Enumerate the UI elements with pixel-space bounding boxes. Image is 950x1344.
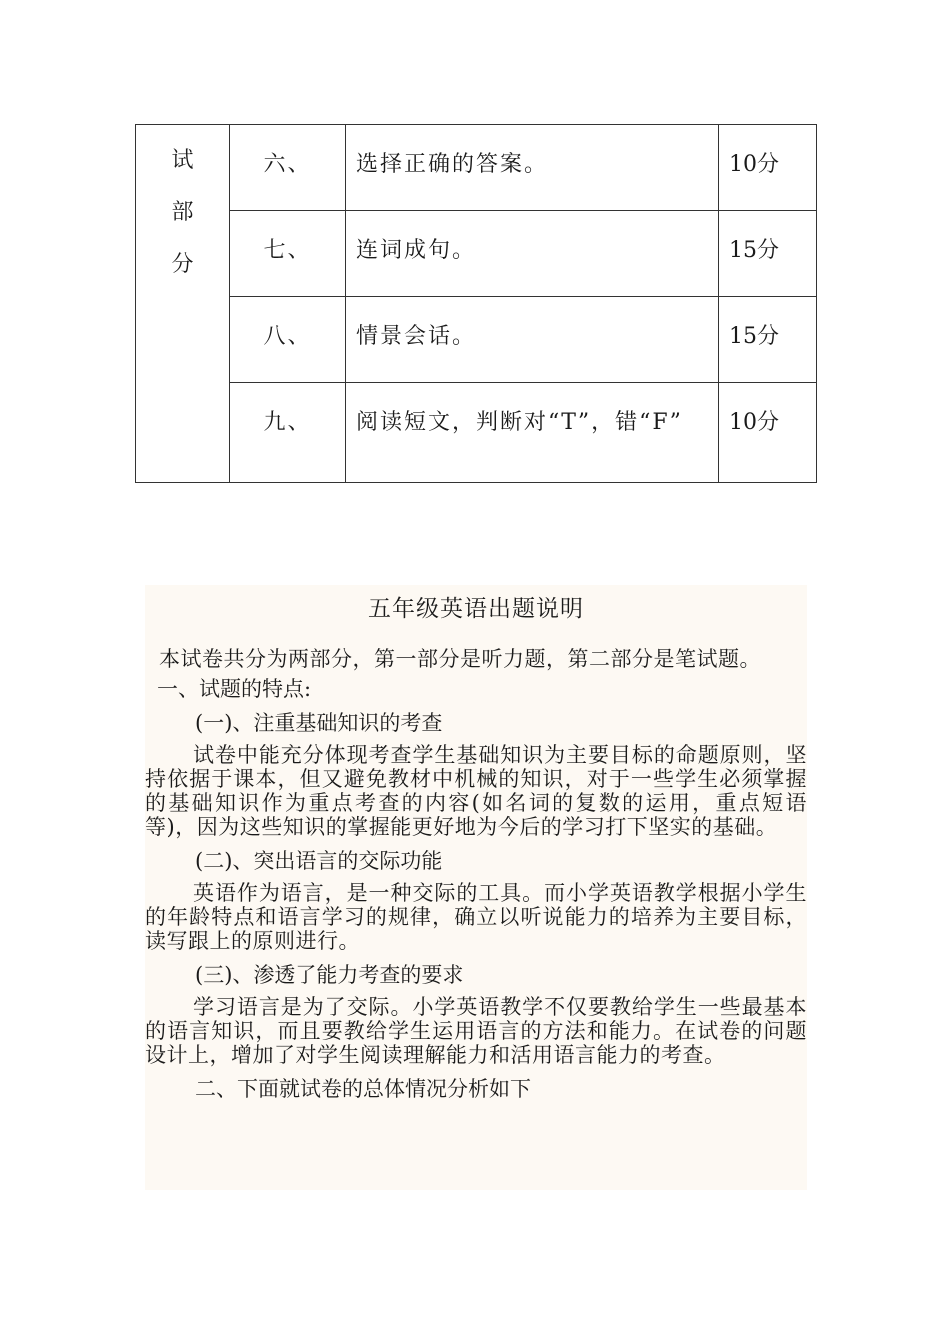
question-score: 10分: [719, 383, 817, 483]
question-number: 八、: [230, 297, 346, 383]
exam-notes: [145, 585, 807, 1190]
question-number: 六、: [230, 125, 346, 211]
notes-intro: 本试卷共分为两部分，第一部分是听力题，第二部分是笔试题。: [159, 647, 761, 671]
subsection-body: 学习语言是为了交际。小学英语教学不仅要教给学生一些最基本的语言知识，而且要教给学生运用语言的方法和能力。在试卷的问题设计上，增加了对学生阅读理解能力和活用语言能力的考查。: [145, 995, 807, 1067]
question-description: 阅读短文，判断对“T”，错“F”: [346, 383, 719, 483]
table-row: [136, 383, 817, 483]
question-score: 10分: [719, 125, 817, 211]
table-row: [136, 211, 817, 297]
notes-title: 五年级英语出题说明: [368, 596, 584, 622]
subsection-body: 试卷中能充分体现考查学生基础知识为主要目标的命题原则，坚持依据于课本，但又避免教材中机械的知识，对于一些学生必须掌握的基础知识作为重点考查的内容(如名词的复数的运用，重点短语等)，因为这些知识的掌握能更好地为今后的学习打下坚实的基础。: [145, 743, 807, 839]
question-description: 情景会话。: [346, 297, 719, 383]
subsection-body: 英语作为语言，是一种交际的工具。而小学英语教学根据小学生的年龄特点和语言学习的规律，确立以听说能力的培养为主要目标，读写跟上的原则进行。: [145, 881, 807, 953]
section-label-cell: [136, 125, 230, 483]
question-description: 选择正确的答案。: [346, 125, 719, 211]
section-label-char: 部: [171, 200, 194, 225]
question-number: 七、: [230, 211, 346, 297]
subsection-heading: (一)、注重基础知识的考查: [195, 711, 443, 735]
section-heading: 一、试题的特点:: [157, 677, 312, 701]
section-label-char: 分: [171, 252, 194, 277]
question-number: 九、: [230, 383, 346, 483]
table-row: [136, 297, 817, 383]
subsection-heading: (二)、突出语言的交际功能: [195, 849, 443, 873]
table-row: [136, 125, 817, 211]
question-score: 15分: [719, 211, 817, 297]
question-description: 连词成句。: [346, 211, 719, 297]
section-heading: 二、下面就试卷的总体情况分析如下: [195, 1077, 531, 1101]
section-label-char: 试: [171, 148, 194, 173]
score-table: [135, 124, 817, 483]
subsection-heading: (三)、渗透了能力考查的要求: [195, 963, 464, 987]
question-score: 15分: [719, 297, 817, 383]
